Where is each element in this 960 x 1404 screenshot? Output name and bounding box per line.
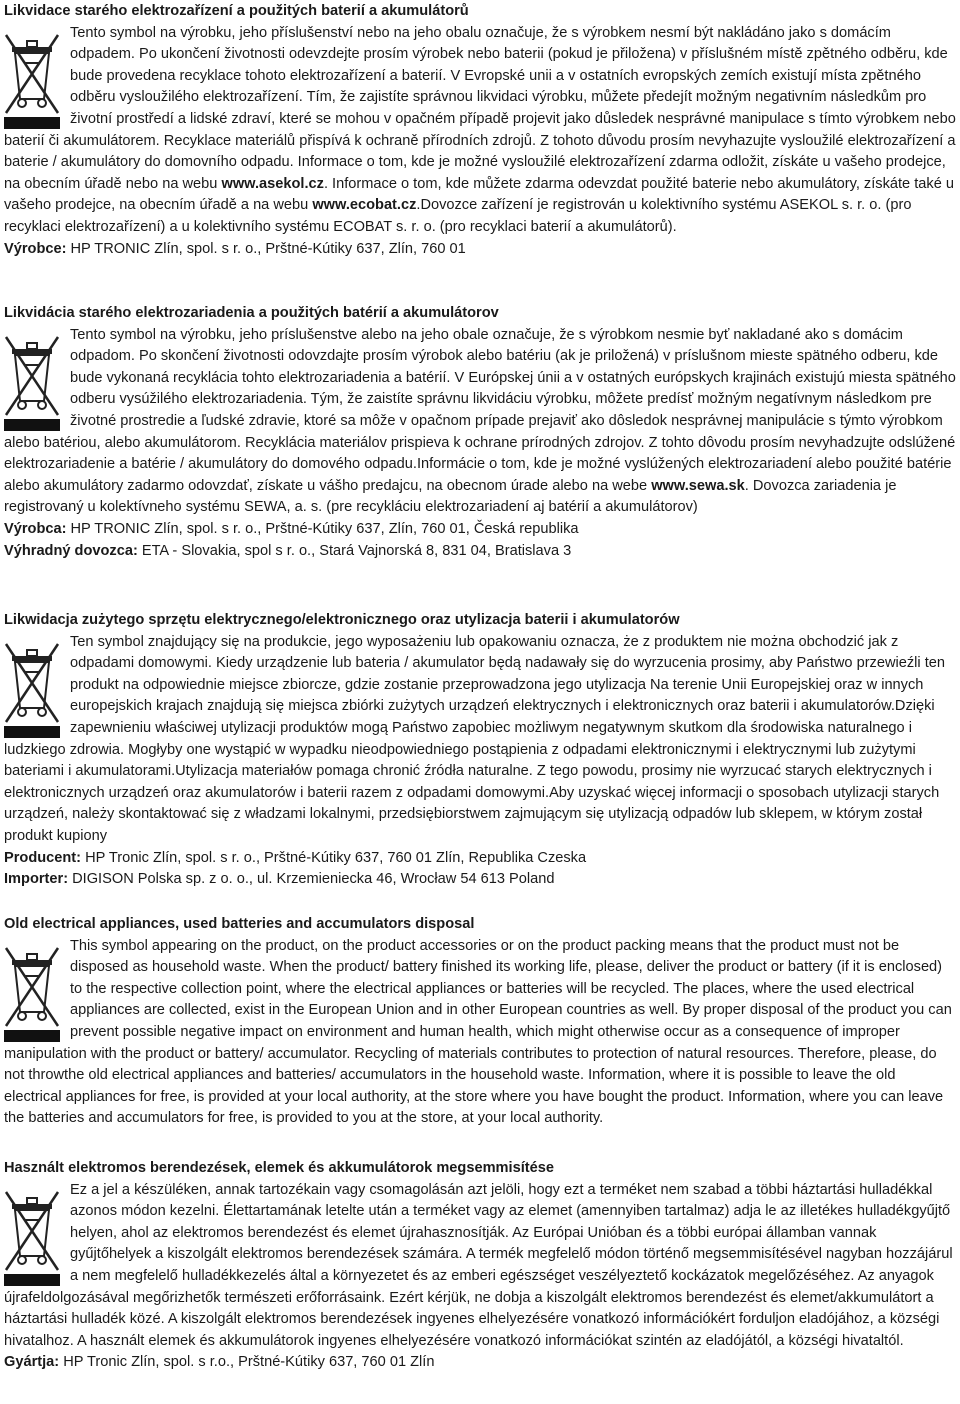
body-text: This symbol appearing on the product, on the product accessories or on the product packing means that the product must not be disposed as household waste. When the product/ battery finished its working life, please, deliver the product or battery (if it is enclosed) to the respective collection point, where the electrical appliances or batteries will be recycled. The places, where the used electrical appliances are collected, exist in the European Union and in other European countries as well. By proper disposal of the product you can prevent possible negative impact on environment and human health, which might otherwise occur as a consequence of improper manipulation with the product or battery/ accumulator. Recycling of materials contributes to protection of natural resources. Therefore, please, do not throwthe old electrical appliances and batteries/ accumulators in the household waste. Information, where it is possible to leave the old electrical appliances for free, is provided at your local authority, at the store where you have bought the product. Information, where you can leave the batteries and accumulators for free, is provided to you at the store, at your local authority. <box>4 937 952 1127</box>
body-text-2: . Informace o tom, kde můžete zdarma odevzdat použité baterie nebo akumulátory, získáte také u vašeho prodejce, na obecním úřadě a na webu <box>4 175 954 214</box>
section-hungarian <box>4 1158 956 1374</box>
body-text: Ten symbol znajdujący się na produkcie, jego wyposażeniu lub opakowaniu oznacza, że z produktem nie można obchodzić jak z odpadami domowymi. Kiedy urządzenie lub bateria / akumulator będą nadawały się do wyrzucenia prosimy, aby Państwo przewieźli ten produkt na odpowiednie miejsce zbiorcze, gdzie zostanie przeprowadzona jego utylizacja Na terenie Unii Europejskiej oraz w innych europejskich krajach znajdują się miejsca zbiórki zużytych urządzeń elektrycznych i elektronicznych oraz baterii i akumulatorów.Dzięki zapewnieniu właściwej utylizacji produktów mogą Państwo zapobiec możliwym negatywnym skutkom dla środowiska naturalnego i ludzkiego zdrowia. Mogłyby one wystąpić w wypadku nieodpowiedniego postąpienia z odpadami elektronicznymi i elektrycznymi lub zużytymi bateriami i akumulatorami.Utylizacja materiałów pomaga chronić źródła naturalne. Z tego powodu, prosimy nie wyrzucać starych elektrycznych i elektronicznych urządzeń oraz akumulatorów i baterii razem z odpadami domowymi.Aby uzyskać więcej informacji o sposobach utylizacji starych urządzeń, należy skontaktować się z władzami lokalnymi, przedsiębiorstwem zajmującym się utylizacją odpadów lub sklepem, w którym został produkt kupiony <box>4 633 945 844</box>
section-body <box>4 936 956 1130</box>
section-title: Likvidace starého elektrozařízení a použitých baterií a akumulátorů <box>4 3 469 19</box>
body-text: Ez a jel a készüléken, annak tartozékain vagy csomagolásán azt jelöli, hogy ezt a terméket nem szabad a többi háztartási hulladékkal azonos módon kezelni. Élettartamának letelte után a terméket vagy az elemet (amennyiben tartalmaz) adja le az illetékes hulladékgyűjtő helyen, ahol az elektromos berendezést és elemet újrahasznosítják. Az Európai Unióban és a többi európai államban vannak gyűjtőhelyek a kiszolgált elektromos berendezések számára. A termék megfelelő módon történő megsemmisítésével nagyban hozzájárul a nem megfelelő hulladékkezelés által a környezetet és az emberi egészséget veszélyeztető kockázatok megelőzéséhez. Az anyagok újrafeldolgozásával megőrizhetők természeti erőforrásaink. Ezért kérjük, ne dobja a kiszolgált elektromos berendezést és elemet/akkumulátort a háztartási hulladék közé. A kiszolgált elektromos berendezések ingyenes elhelyezésére vonatkozó információkért forduljon eladójához, a községi hivatalhoz. A használt elemek és akkumulátorok ingyenes elhelyezésére vonatkozó információkat szintén az eladójától, a községi hivataltól. <box>4 1181 953 1349</box>
crossed-bin-icon <box>4 29 60 129</box>
importer-line: Importer: DIGISON Polska sp. z o. o., ul. Krzemieniecka 46, Wrocław 54 613 Poland <box>4 871 555 888</box>
section-title: Old electrical appliances, used batteries and accumulators disposal <box>4 916 475 932</box>
web-link-sewa[interactable]: www.sewa.sk <box>651 477 745 494</box>
section-body <box>4 325 956 563</box>
crossed-bin-icon <box>4 331 60 431</box>
manufacturer-line: Výrobce: HP TRONIC Zlín, spol. s r. o., Prštné-Kútiky 637, Zlín, 760 01 <box>4 240 466 257</box>
crossed-bin-icon <box>4 1186 60 1286</box>
section-czech <box>4 1 956 260</box>
manufacturer-line: Gyártja: HP Tronic Zlín, spol. s r.o., Prštné-Kútiky 637, 760 01 Zlín <box>4 1354 435 1371</box>
section-body <box>4 632 956 891</box>
body-text: Tento symbol na výrobku, jeho príslušenstve alebo na jeho obale označuje, že s výrobkom nesmie byť nakladané ako s domácim odpadom. Po skončení životnosti odovzdajte prosím výrobok alebo batériu (ak je priložená) v príslušnom mieste spätného odberu, kde bude vykonaná recyklácia tohto elektrozariadenia a batérií. V Európskej únii a v ostatných európskych krajinách existujú miesta spätného odberu vysúžilého elektrozariadenia. Tým, že zaistíte správnu likvidáciu výrobku, môžete predísť možným negatívnym následkom pre životné prostredie a ľudské zdravie, ktoré sa môže v opačnom prípade prejaviť ako dôsledok nesprávnej manipulácie s týmto výrobkom alebo batériou, alebo akumulátorom. Recyklácia materiálov prispieva k ochrane prírodných zdrojov. Z tohto dôvodu prosím nevyhadzujte odslúžené elektrozariadenie a batérie / akumulátory do domového odpadu.Informácie o tom, kde je možné vyslúžených elektrozariadení alebo použité batérie alebo akumulátory zadarmo odovzdať, získate u vášho predajcu, na obecnom úrade alebo na webe <box>4 326 956 494</box>
manufacturer-line: Výrobca: HP TRONIC Zlín, spol. s r. o., Prštné-Kútiky 637, Zlín, 760 01, Česká republika <box>4 520 579 537</box>
body-text-2: . Dovozca zariadenia je registrovaný u kolektívneho systému SEWA, a. s. (pre recykláciu elektrozariadení aj batérií a akumulátorov) <box>4 477 897 516</box>
crossed-bin-icon <box>4 638 60 738</box>
section-title: Likvidácia starého elektrozariadenia a použitých batérií a akumulátorov <box>4 305 499 321</box>
section-title: Használt elektromos berendezések, elemek és akkumulátorok megsemmisítése <box>4 1160 554 1176</box>
section-body <box>4 1180 956 1374</box>
web-link-ecobat[interactable]: www.ecobat.cz <box>312 197 417 214</box>
producer-line: Producent: HP Tronic Zlín, spol. s r. o., Prštné-Kútiky 637, 760 01 Zlín, Republika Czeska <box>4 849 587 866</box>
section-body <box>4 23 956 261</box>
section-title: Likwidacja zużytego sprzętu elektrycznego/elektronicznego oraz utylizacja baterii i akumulatorów <box>4 612 680 628</box>
section-english <box>4 914 956 1130</box>
section-polish <box>4 610 956 891</box>
importer-line: Výhradný dovozca: ETA - Slovakia, spol s r. o., Stará Vajnorská 8, 831 04, Bratislava 3 <box>4 542 572 559</box>
body-text: Tento symbol na výrobku, jeho příslušenství nebo na jeho obalu označuje, že s výrobkem nesmí být nakládáno jako s domácím odpadem. Po ukončení životnosti odevzdejte prosím výrobek nebo baterii (pokud je přiložena) v příslušném místě zpětného odběru, kde bude provedena recyklace tohoto elektrozařízení a baterií. V Evropské unii a v ostatních evropských zemích existují místa zpětného odběru vysloužilého elektrozařízení. Tím, že zajistíte správnou likvidaci výrobku, můžete předejít možným negativním následkům pro životní prostředí a lidské zdraví, které se mohou v opačném případě projevit jako důsledek nesprávné manipulace s tímto výrobkem nebo baterií či akumulátorem. Recyklace materiálů přispívá k ochraně přírodních zdrojů. Z tohoto důvodu prosím nevyhazujte vysloužilé elektrozařízení a baterie / akumulátory do domovního odpadu. Informace o tom, kde je možné vysloužilé elektrozařízení zdarma odložit, získáte u vašeho prodejce, na obecním úřadě nebo na webu <box>4 24 956 192</box>
section-slovak <box>4 303 956 562</box>
body-text-3: .Dovozce zařízení je registrován u kolektivního systému ASEKOL s. r. o. (pro recyklaci elektrozařízení) a u kolektivního systému ECOBAT s. r. o. (pro recyklaci baterií a akumulátorů). <box>4 197 912 235</box>
crossed-bin-icon <box>4 942 60 1042</box>
web-link-asekol[interactable]: www.asekol.cz <box>221 175 324 192</box>
